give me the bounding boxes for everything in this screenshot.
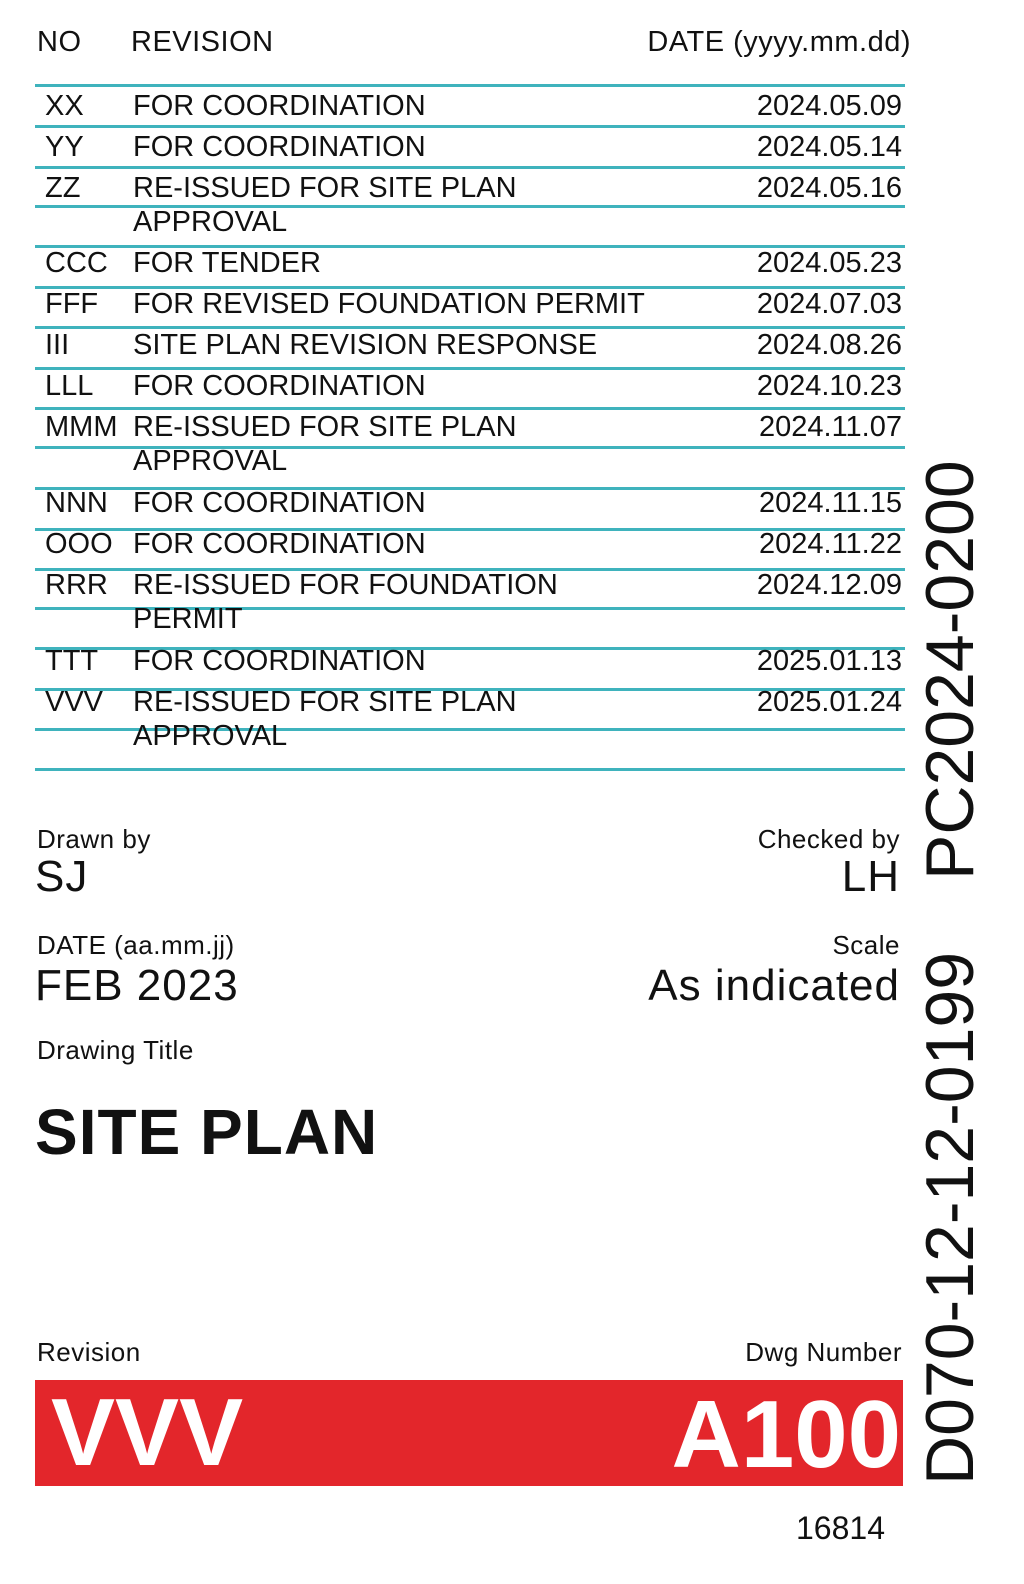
- scale-value: As indicated: [648, 961, 900, 1010]
- table-rule-line: [35, 768, 905, 771]
- revision-description: FOR COORDINATION: [133, 528, 426, 560]
- header-no: NO: [37, 26, 82, 58]
- drawing-title-value: SITE PLAN: [35, 1096, 379, 1168]
- revision-description: FOR REVISED FOUNDATION PERMIT: [133, 288, 645, 320]
- header-revision: REVISION: [131, 26, 274, 58]
- revision-no: MMM: [45, 411, 118, 443]
- sheet-id: 16814: [796, 1510, 885, 1546]
- revision-date: 2024.12.09: [756, 569, 902, 601]
- revision-no: OOO: [45, 528, 113, 560]
- revision-description: RE-ISSUED FOR SITE PLAN APPROVAL: [133, 172, 517, 238]
- revision-no: XX: [45, 90, 84, 122]
- revision-date: 2024.05.23: [756, 247, 902, 279]
- table-rule-line: [35, 125, 905, 128]
- revision-no: YY: [45, 131, 84, 163]
- dwg-number-label: Dwg Number: [745, 1337, 902, 1367]
- revision-no: RRR: [45, 569, 108, 601]
- revision-description: RE-ISSUED FOR SITE PLAN APPROVAL: [133, 686, 517, 752]
- revision-date: 2024.11.22: [759, 528, 902, 560]
- file-number-lower: D070-12-12-0199: [912, 951, 988, 1485]
- revision-banner: [35, 1380, 903, 1486]
- revision-label: Revision: [37, 1337, 141, 1367]
- revision-description: SITE PLAN REVISION RESPONSE: [133, 329, 598, 361]
- checked-by-value: LH: [841, 852, 900, 901]
- revision-description: FOR COORDINATION: [133, 370, 426, 402]
- table-rule-line: [35, 84, 905, 87]
- header-date: DATE (yyyy.mm.dd): [647, 26, 911, 58]
- revision-no: CCC: [45, 247, 108, 279]
- revision-no: ZZ: [45, 172, 81, 204]
- revision-date: 2024.10.23: [756, 370, 902, 402]
- drawing-title-label: Drawing Title: [37, 1035, 194, 1065]
- revision-no: FFF: [45, 288, 99, 320]
- revision-date: 2024.05.16: [756, 172, 902, 204]
- revision-date: 2024.07.03: [756, 288, 902, 320]
- revision-date: 2024.05.09: [756, 90, 902, 122]
- revision-no: VVV: [45, 686, 104, 718]
- revision-description: FOR COORDINATION: [133, 131, 426, 163]
- revision-date: 2024.08.26: [756, 329, 902, 361]
- revision-table: [35, 0, 905, 790]
- revision-description: RE-ISSUED FOR SITE PLAN APPROVAL: [133, 411, 517, 477]
- revision-no: TTT: [45, 645, 99, 677]
- revision-no: NNN: [45, 487, 108, 519]
- revision-date: 2024.11.07: [759, 411, 902, 443]
- drawn-by-value: SJ: [35, 852, 89, 901]
- revision-date: 2025.01.13: [756, 645, 902, 677]
- dwg-number-value: A100: [671, 1381, 901, 1488]
- revision-description: FOR COORDINATION: [133, 645, 426, 677]
- scale-label: Scale: [832, 930, 900, 960]
- revision-description: FOR TENDER: [133, 247, 321, 279]
- date-value: FEB 2023: [35, 961, 239, 1010]
- revision-description: FOR COORDINATION: [133, 487, 426, 519]
- date-label: DATE (aa.mm.jj): [37, 930, 235, 960]
- revision-no: III: [45, 329, 70, 361]
- file-number-upper: PC2024-0200: [912, 460, 988, 880]
- revision-date: 2024.11.15: [759, 487, 902, 519]
- drawn-by-label: Drawn by: [37, 824, 151, 854]
- checked-by-label: Checked by: [757, 824, 900, 854]
- revision-no: LLL: [45, 370, 94, 402]
- revision-value: VVV: [51, 1379, 244, 1486]
- table-rule-line: [35, 166, 905, 169]
- revision-description: RE-ISSUED FOR FOUNDATION PERMIT: [133, 569, 558, 635]
- revision-description: FOR COORDINATION: [133, 90, 426, 122]
- revision-date: 2024.05.14: [756, 131, 902, 163]
- revision-date: 2025.01.24: [756, 686, 902, 718]
